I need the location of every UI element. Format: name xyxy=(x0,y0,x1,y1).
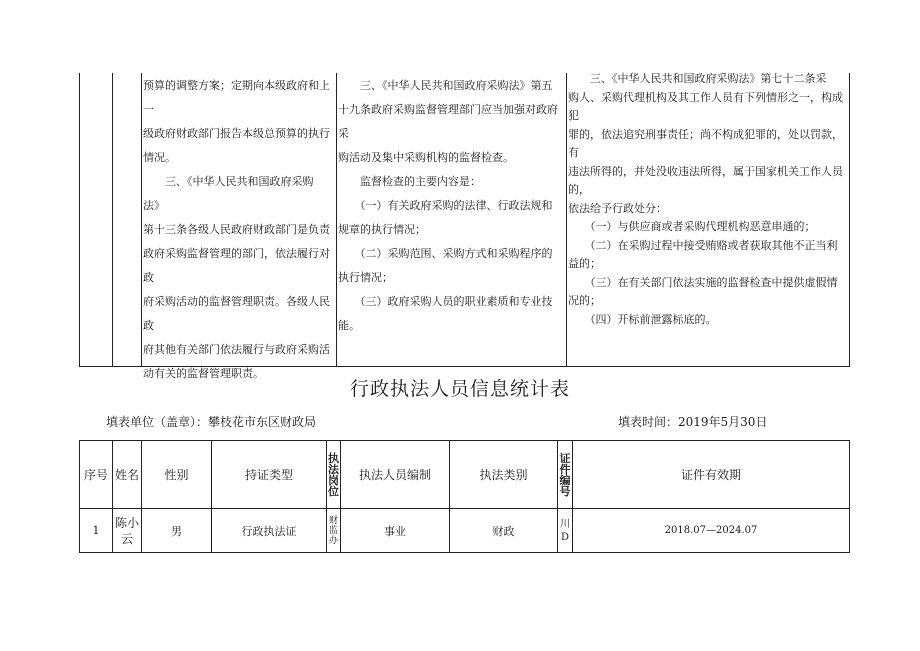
cell-name: 陈小云 xyxy=(115,515,140,546)
header-staffing: 执法人员编制 xyxy=(358,468,431,482)
legal-basis-cell: 预算的调整方案；定期向本级政府和上一 级政府财政部门报告本级总预算的执行 情况。 三、《中华人民共和国政府采购法》 第十三条各级人民政府财政部门是负责 政府采购监督管理的部门，依法履行对政 府采购活动的监督管理职责。各级人民政 府其他有关部门依法履行与政府采购活 动有关的监督管理职责。 xyxy=(143,79,330,380)
header-category: 执法类别 xyxy=(479,468,528,482)
cell-gender: 男 xyxy=(171,524,182,538)
table-border xyxy=(566,73,567,366)
table-border xyxy=(336,73,337,366)
header-post xyxy=(327,441,340,508)
cell-cert-no-text: 川D xyxy=(560,518,570,543)
table-border xyxy=(79,73,80,366)
header-cert-type: 持证类型 xyxy=(244,468,293,482)
header-cert-no-label: 证件编号 xyxy=(559,451,571,498)
legal-liability-cell: 三、《中华人民共和国政府采购法》第七十二条采 购人、采购代理机构及其工作人员有下列情形之一，构成犯 罪的，依法追究刑事责任；尚不构成犯罪的，处以罚款，有 违法所得的，并处没收违法所得，属于国家机关工作人员的， 依法给予行政处分： （一）与供应商或者采购代理机构恶意串通的； （二）在采购过程中接受贿赂或者获取其他不正当利 益的； （三）在有关部门依法实施的监督检查中提供虚假情 况的； （四）开标前泄露标底的。 xyxy=(568,72,843,326)
page-title: 行政执法人员信息统计表 xyxy=(349,378,570,400)
cell-staffing: 事业 xyxy=(384,524,406,538)
table-border xyxy=(79,552,850,553)
header-name: 姓名 xyxy=(114,468,139,482)
cell-seq: 1 xyxy=(92,524,100,537)
header-gender: 性别 xyxy=(164,468,189,482)
header-validity: 证件有效期 xyxy=(680,468,741,482)
cell-post-text: 财监办 xyxy=(328,515,338,546)
header-cert-no xyxy=(558,441,572,508)
cell-category: 财政 xyxy=(492,524,515,538)
fill-time-label: 填表时间：2019年5月30日 xyxy=(618,415,768,429)
cell-validity: 2018.07—2024.07 xyxy=(664,525,758,536)
table-border xyxy=(141,73,142,366)
header-seq: 序号 xyxy=(83,468,108,482)
table-border xyxy=(849,73,850,366)
supervision-content-cell: 三、《中华人民共和国政府采购法》第五 十九条政府采购监督管理部门应当加强对政府采 购活动及集中采购机构的监督检查。 监督检查的主要内容是： （一）有关政府采购的法律、行政法规和 规章的执行情况； （二）采购范围、采购方式和采购程序的 执行情况； （三）政府采购人员的职业素质和专业技 能。 xyxy=(338,79,558,332)
fill-unit-label: 填表单位（盖章）：攀枝花市东区财政局 xyxy=(106,415,317,429)
cell-cert-type: 行政执法证 xyxy=(241,524,297,538)
header-post-label: 执法岗位 xyxy=(328,451,339,498)
table-border xyxy=(112,73,113,366)
cell-post xyxy=(327,509,340,552)
table-border xyxy=(849,440,850,553)
cell-cert-no xyxy=(558,509,572,552)
